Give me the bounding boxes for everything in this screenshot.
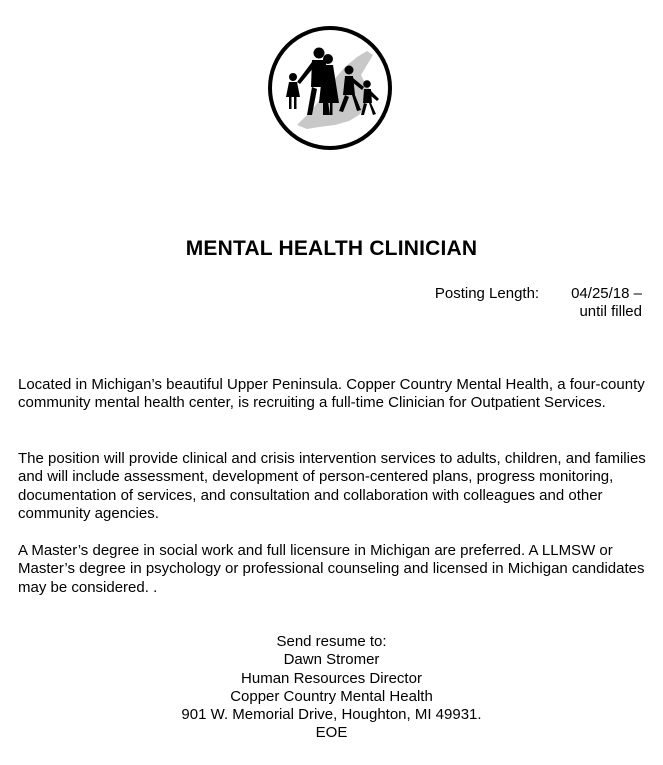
paragraph-location: Located in Michigan’s beautiful Upper Peninsula. Copper Country Mental Health, a four-county community mental health center, is recruiting a full-time Clinician for Outpatient Services. xyxy=(18,376,645,412)
posting-length-dates: 04/25/18 – xyxy=(571,285,642,302)
page-title: MENTAL HEALTH CLINICIAN xyxy=(185,237,478,260)
posting-length-label: Posting Length: xyxy=(434,285,540,302)
contact-role: Human Resources Director xyxy=(241,669,422,687)
contact-address: 901 W. Memorial Drive, Houghton, MI 49931. xyxy=(181,706,482,724)
paragraph-duties: The position will provide clinical and crisis intervention services to adults, children, and families and will include assessment, development of person-centered plans, progress monitoring, documentation of services, and consultation and collaboration with colleagues and other community agencies. xyxy=(18,450,646,522)
paragraph-requirements: A Master’s degree in social work and full licensure in Michigan are preferred. A LLMSW or Master’s degree in psychology or professional counseling and licensed in Michigan candidates may be considered. . xyxy=(18,542,645,596)
contact-intro: Send resume to: xyxy=(276,633,387,650)
contact-organization: Copper Country Mental Health xyxy=(230,687,433,705)
posting-length-until: until filled xyxy=(579,303,642,320)
family-silhouette-logo-icon xyxy=(267,25,393,151)
posting-length xyxy=(435,285,642,321)
contact-name: Dawn Stromer xyxy=(283,651,380,669)
eoe-label: EOE xyxy=(315,724,348,742)
contact-block xyxy=(0,633,663,743)
